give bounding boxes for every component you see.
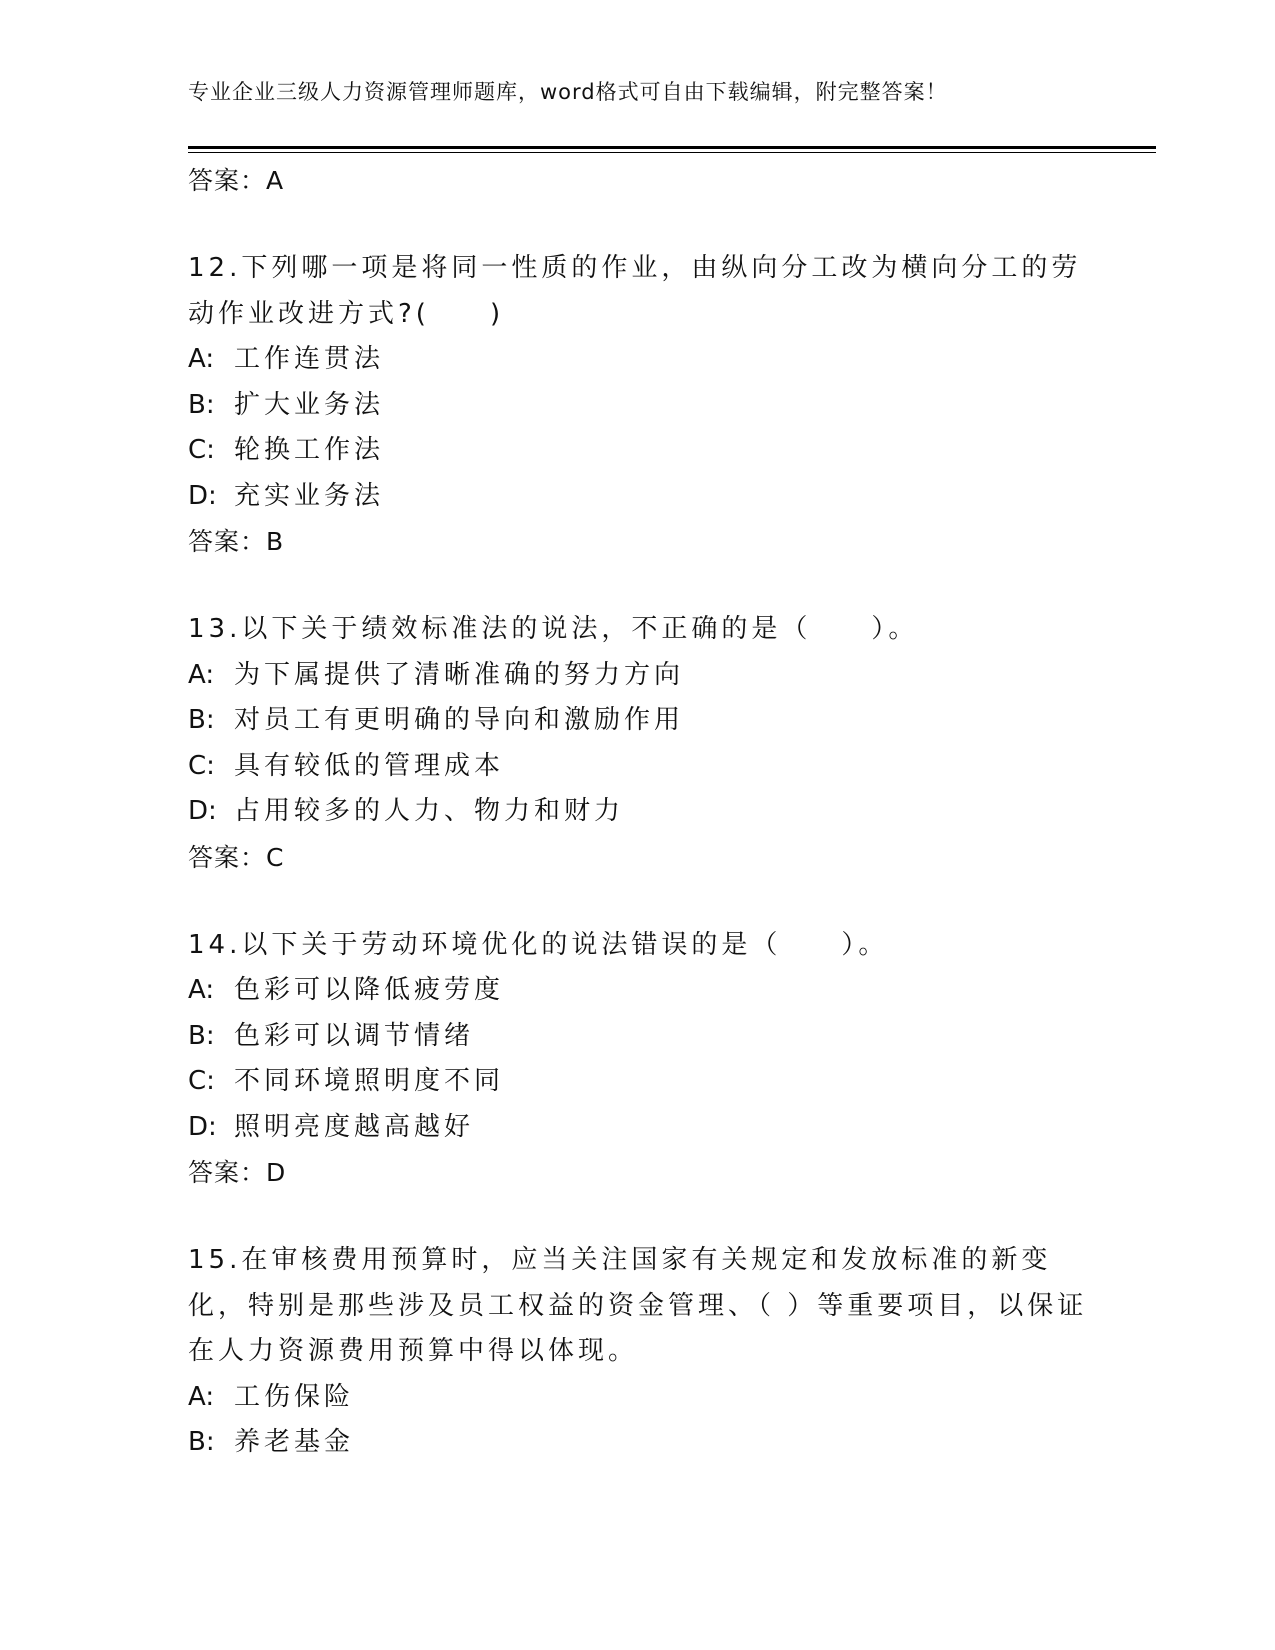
option-letter: B:	[188, 1020, 215, 1051]
option-a	[188, 1375, 1088, 1421]
option-c	[188, 744, 1088, 790]
option-letter: A:	[188, 344, 215, 374]
option-d	[188, 1105, 1088, 1151]
question-item	[188, 246, 1088, 565]
option-letter: D:	[188, 1111, 217, 1142]
option-b	[188, 383, 1088, 429]
option-b	[188, 698, 1088, 744]
answer-line: 答案：C	[188, 842, 285, 872]
answer-line: 答案：A	[188, 166, 285, 195]
option-letter: C:	[188, 435, 215, 465]
option-text: 色彩可以调节情绪	[234, 1020, 475, 1051]
option-letter: B:	[188, 1427, 215, 1457]
question-item	[188, 923, 1088, 1197]
option-letter: A:	[188, 1381, 215, 1412]
option-text: 工作连贯法	[234, 344, 385, 374]
question-stem: 12.下列哪一项是将同一性质的作业，由纵向分工改为横向分工的劳动作业改进方式?( )	[188, 253, 1082, 329]
page-header: 专业企业三级人力资源管理师题库，word格式可自由下载编辑，附完整答案！	[188, 80, 948, 104]
option-a	[188, 337, 1088, 383]
option-letter: C:	[188, 1066, 215, 1096]
option-letter: D:	[188, 480, 217, 511]
option-a	[188, 653, 1088, 699]
option-d	[188, 789, 1088, 835]
option-text: 充实业务法	[234, 480, 385, 511]
option-letter: A:	[188, 975, 215, 1005]
option-text: 占用较多的人力、物力和财力	[234, 796, 625, 826]
option-a	[188, 968, 1088, 1014]
question-item	[188, 607, 1088, 881]
question-stem: 13.以下关于绩效标准法的说法，不正确的是（ ）。	[188, 614, 919, 644]
option-text: 具有较低的管理成本	[234, 750, 505, 781]
option-letter: A:	[188, 659, 215, 690]
option-text: 照明亮度越高越好	[234, 1111, 475, 1142]
option-letter: C:	[188, 750, 215, 781]
header-rule-thin	[188, 152, 1156, 153]
header-rule-thick	[188, 146, 1156, 149]
question-list	[188, 156, 1088, 1466]
question-stem: 14.以下关于劳动环境优化的说法错误的是（ ）。	[188, 929, 889, 960]
option-text: 对员工有更明确的导向和激励作用	[234, 705, 685, 735]
option-text: 为下属提供了清晰准确的努力方向	[234, 659, 685, 690]
option-text: 养老基金	[234, 1427, 355, 1457]
option-letter: B:	[188, 389, 215, 420]
option-letter: D:	[188, 796, 217, 826]
option-c	[188, 1059, 1088, 1105]
option-d	[188, 474, 1088, 520]
option-b	[188, 1014, 1088, 1060]
option-c	[188, 428, 1088, 474]
option-letter: B:	[188, 705, 215, 735]
option-text: 轮换工作法	[234, 435, 385, 465]
question-stem: 15.在审核费用预算时，应当关注国家有关规定和发放标准的新变化，特别是那些涉及员工权益的资金管理、（ ）等重要项目，以保证在人力资源费用预算中得以体现。	[188, 1245, 1088, 1366]
option-text: 不同环境照明度不同	[234, 1066, 505, 1096]
option-text: 扩大业务法	[234, 389, 385, 420]
question-item	[188, 1238, 1088, 1466]
answer-line: 答案：D	[188, 1158, 287, 1187]
option-b	[188, 1420, 1088, 1466]
answer-line: 答案：B	[188, 527, 285, 556]
option-text: 工伤保险	[234, 1381, 355, 1412]
option-text: 色彩可以降低疲劳度	[234, 975, 505, 1005]
